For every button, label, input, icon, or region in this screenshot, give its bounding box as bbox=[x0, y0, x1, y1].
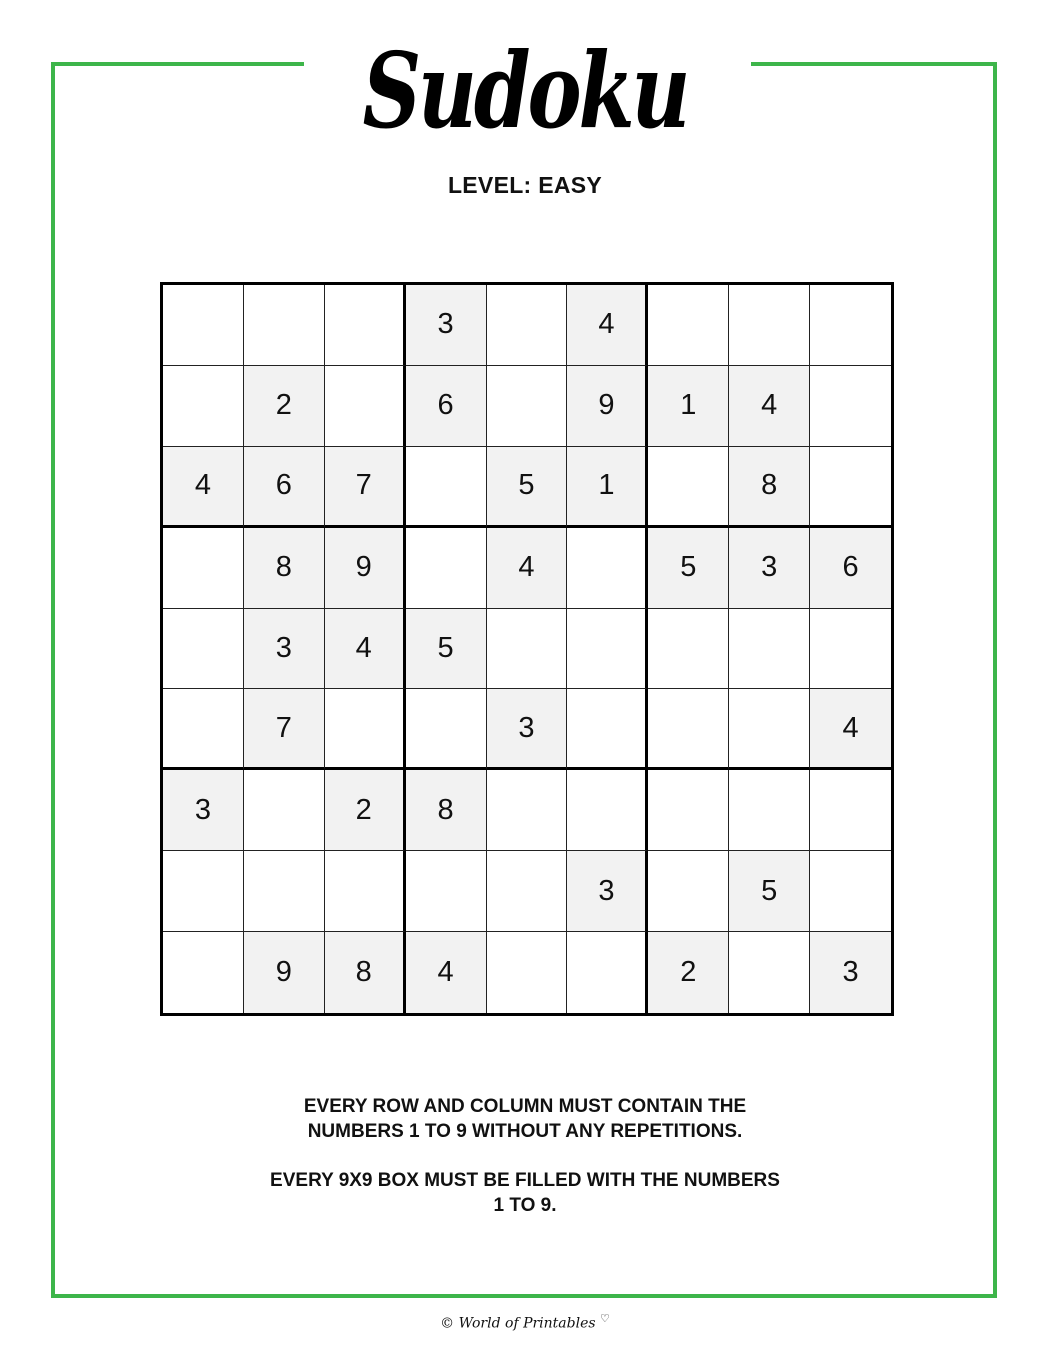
difficulty-level: LEVEL: EASY bbox=[447, 172, 603, 198]
empty-cell[interactable] bbox=[244, 285, 325, 366]
empty-cell[interactable] bbox=[163, 528, 244, 609]
given-cell: 4 bbox=[810, 689, 891, 770]
empty-cell[interactable] bbox=[325, 851, 406, 932]
given-cell: 3 bbox=[810, 932, 891, 1013]
empty-cell[interactable] bbox=[648, 851, 729, 932]
empty-cell[interactable] bbox=[648, 609, 729, 690]
empty-cell[interactable] bbox=[244, 770, 325, 851]
empty-cell[interactable] bbox=[325, 285, 406, 366]
rules-text bbox=[0, 1094, 1050, 1242]
given-cell: 8 bbox=[406, 770, 487, 851]
empty-cell[interactable] bbox=[163, 932, 244, 1013]
given-cell: 1 bbox=[648, 366, 729, 447]
frame-bottom-border bbox=[51, 1294, 997, 1298]
given-cell: 8 bbox=[325, 932, 406, 1013]
empty-cell[interactable] bbox=[406, 689, 487, 770]
given-cell: 2 bbox=[244, 366, 325, 447]
copyright-icon: © bbox=[440, 1315, 455, 1332]
rule-rows-columns bbox=[0, 1094, 1050, 1144]
given-cell: 3 bbox=[567, 851, 648, 932]
empty-cell[interactable] bbox=[163, 285, 244, 366]
empty-cell[interactable] bbox=[648, 770, 729, 851]
empty-cell[interactable] bbox=[567, 609, 648, 690]
empty-cell[interactable] bbox=[729, 609, 810, 690]
rule-2-line-1: EVERY 9X9 BOX MUST BE FILLED WITH THE NUMBERS bbox=[270, 1170, 780, 1191]
empty-cell[interactable] bbox=[487, 609, 568, 690]
empty-cell[interactable] bbox=[810, 447, 891, 528]
given-cell: 4 bbox=[406, 932, 487, 1013]
empty-cell[interactable] bbox=[406, 528, 487, 609]
given-cell: 5 bbox=[487, 447, 568, 528]
given-cell: 3 bbox=[729, 528, 810, 609]
given-cell: 4 bbox=[325, 609, 406, 690]
given-cell: 5 bbox=[729, 851, 810, 932]
given-cell: 3 bbox=[487, 689, 568, 770]
given-cell: 8 bbox=[244, 528, 325, 609]
given-cell: 7 bbox=[325, 447, 406, 528]
given-cell: 4 bbox=[487, 528, 568, 609]
given-cell: 4 bbox=[729, 366, 810, 447]
page-title: Sudoku bbox=[362, 29, 688, 152]
empty-cell[interactable] bbox=[648, 689, 729, 770]
given-cell: 7 bbox=[244, 689, 325, 770]
given-cell: 8 bbox=[729, 447, 810, 528]
empty-cell[interactable] bbox=[810, 285, 891, 366]
given-cell: 5 bbox=[406, 609, 487, 690]
empty-cell[interactable] bbox=[729, 285, 810, 366]
empty-cell[interactable] bbox=[163, 609, 244, 690]
given-cell: 9 bbox=[567, 366, 648, 447]
empty-cell[interactable] bbox=[567, 528, 648, 609]
empty-cell[interactable] bbox=[648, 447, 729, 528]
empty-cell[interactable] bbox=[810, 770, 891, 851]
empty-cell[interactable] bbox=[487, 285, 568, 366]
given-cell: 4 bbox=[163, 447, 244, 528]
empty-cell[interactable] bbox=[729, 689, 810, 770]
given-cell: 2 bbox=[648, 932, 729, 1013]
empty-cell[interactable] bbox=[325, 366, 406, 447]
given-cell: 4 bbox=[567, 285, 648, 366]
empty-cell[interactable] bbox=[406, 447, 487, 528]
given-cell: 6 bbox=[406, 366, 487, 447]
footer-credit bbox=[0, 1312, 1050, 1332]
given-cell: 3 bbox=[244, 609, 325, 690]
rule-1-line-2: NUMBERS 1 TO 9 WITHOUT ANY REPETITIONS. bbox=[307, 1121, 743, 1142]
rule-1-line-1: EVERY ROW AND COLUMN MUST CONTAIN THE bbox=[303, 1096, 747, 1117]
brand-name: World of Printables bbox=[458, 1315, 596, 1332]
heart-icon: ♡ bbox=[600, 1312, 610, 1325]
rule-box bbox=[0, 1168, 1050, 1218]
given-cell: 6 bbox=[244, 447, 325, 528]
empty-cell[interactable] bbox=[325, 689, 406, 770]
empty-cell[interactable] bbox=[163, 851, 244, 932]
empty-cell[interactable] bbox=[487, 932, 568, 1013]
given-cell: 1 bbox=[567, 447, 648, 528]
given-cell: 3 bbox=[163, 770, 244, 851]
given-cell: 6 bbox=[810, 528, 891, 609]
given-cell: 9 bbox=[325, 528, 406, 609]
rule-2-line-2: 1 TO 9. bbox=[493, 1195, 557, 1216]
empty-cell[interactable] bbox=[163, 366, 244, 447]
given-cell: 9 bbox=[244, 932, 325, 1013]
empty-cell[interactable] bbox=[487, 851, 568, 932]
empty-cell[interactable] bbox=[567, 689, 648, 770]
given-cell: 5 bbox=[648, 528, 729, 609]
empty-cell[interactable] bbox=[163, 689, 244, 770]
given-cell: 2 bbox=[325, 770, 406, 851]
empty-cell[interactable] bbox=[729, 932, 810, 1013]
empty-cell[interactable] bbox=[244, 851, 325, 932]
empty-cell[interactable] bbox=[487, 366, 568, 447]
empty-cell[interactable] bbox=[406, 851, 487, 932]
empty-cell[interactable] bbox=[567, 932, 648, 1013]
empty-cell[interactable] bbox=[648, 285, 729, 366]
sudoku-grid bbox=[160, 282, 894, 1016]
given-cell: 3 bbox=[406, 285, 487, 366]
empty-cell[interactable] bbox=[487, 770, 568, 851]
empty-cell[interactable] bbox=[729, 770, 810, 851]
empty-cell[interactable] bbox=[567, 770, 648, 851]
empty-cell[interactable] bbox=[810, 366, 891, 447]
empty-cell[interactable] bbox=[810, 609, 891, 690]
empty-cell[interactable] bbox=[810, 851, 891, 932]
